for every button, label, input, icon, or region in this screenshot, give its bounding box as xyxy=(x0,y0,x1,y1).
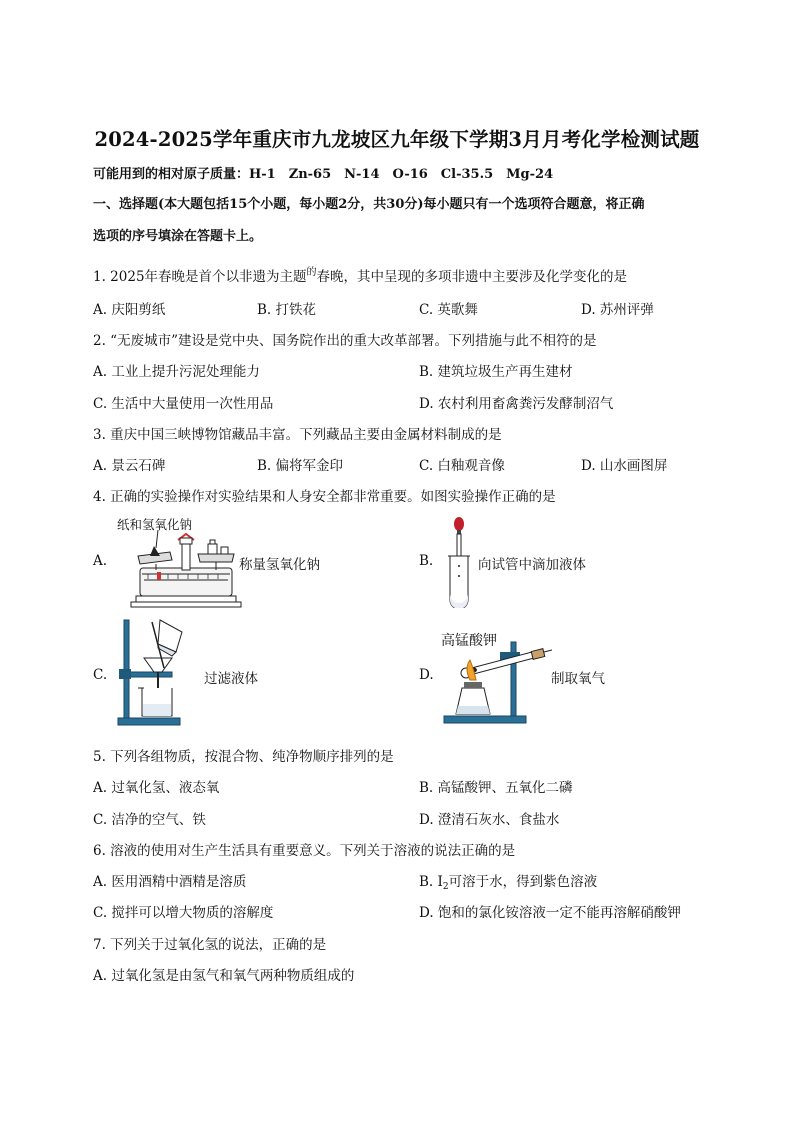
question-1-option-c: C. 英歌舞 xyxy=(419,302,478,318)
question-5-option-d: D. 澄清石灰水、食盐水 xyxy=(419,812,560,828)
question-2-stem: 2. “无废城市”建设是党中央、国务院作出的重大改革部署。下列措施与此不相符的是 xyxy=(93,333,597,349)
question-7-option-a: A. 过氧化氢是由氢气和氧气两种物质组成的 xyxy=(93,968,355,984)
question-5-stem: 5. 下列各组物质，按混合物、纯净物顺序排列的是 xyxy=(93,749,394,765)
question-5-option-c: C. 洁净的空气、铁 xyxy=(93,812,206,828)
question-3-option-a: A. 景云石碑 xyxy=(93,458,166,474)
question-2-option-b: B. 建筑垃圾生产再生建材 xyxy=(419,364,573,380)
question-6-option-d: D. 饱和的氯化铵溶液一定不能再溶解硝酸钾 xyxy=(419,905,681,921)
filtration-figure xyxy=(114,618,204,728)
question-2-option-c: C. 生活中大量使用一次性用品 xyxy=(93,396,274,412)
question-1-option-a: A. 庆阳剪纸 xyxy=(93,302,166,318)
oxygen-apparatus-figure xyxy=(440,640,555,726)
question-2-option-d: D. 农村利用畜禽粪污发酵制沼气 xyxy=(419,396,614,412)
figure-a-label: 纸和氢氧化钠 xyxy=(117,517,193,532)
question-6-option-b: B. $I_2$可溶于水，得到紫色溶液 xyxy=(419,874,598,892)
question-6-stem: 6. 溶液的使用对生产生活具有重要意义。下列关于溶液的说法正确的是 xyxy=(93,843,516,859)
question-6-option-a: A. 医用酒精中酒精是溶质 xyxy=(93,874,247,890)
question-2-option-a: A. 工业上提升污泥处理能力 xyxy=(93,364,260,380)
question-4-option-a-letter: A. xyxy=(93,553,108,569)
question-4-option-c-caption: 过滤液体 xyxy=(204,671,258,687)
question-5-option-a: A. 过氧化氢、液态氧 xyxy=(93,780,220,796)
question-7-stem: 7. 下列关于过氧化氢的说法，正确的是 xyxy=(93,937,327,953)
question-4-option-b-letter: B. xyxy=(419,553,434,569)
question-3-option-b: B. 偏将军金印 xyxy=(257,458,344,474)
question-4-option-d-letter: D. xyxy=(419,667,434,683)
balance-figure xyxy=(128,530,243,608)
question-1-option-b: B. 打铁花 xyxy=(257,302,317,318)
figure-d-label: 高锰酸钾 xyxy=(441,633,497,649)
section-instruction-line1: 一、选择题(本大题包括15个小题，每小题2分，共30分)每小题只有一个选项符合题意，将正确 xyxy=(93,197,645,212)
question-4-option-d-caption: 制取氧气 xyxy=(551,671,605,687)
question-6-option-c: C. 搅拌可以增大物质的溶解度 xyxy=(93,905,274,921)
question-5-option-b: B. 高锰酸钾、五氧化二磷 xyxy=(419,780,573,796)
question-4-option-b-caption: 向试管中滴加液体 xyxy=(478,557,586,573)
question-3-option-d: D. 山水画图屏 xyxy=(581,458,668,474)
question-3-option-c: C. 白釉观音像 xyxy=(419,458,505,474)
section-instruction-line2: 选项的序号填涂在答题卡上。 xyxy=(93,229,263,244)
question-4-option-a-caption: 称量氢氧化钠 xyxy=(239,557,320,573)
question-1-option-d: D. 苏州评弹 xyxy=(581,302,654,318)
question-3-stem: 3. 重庆中国三峡博物馆藏品丰富。下列藏品主要由金属材料制成的是 xyxy=(93,427,502,443)
question-4-stem: 4. 正确的实验操作对实验结果和人身安全都非常重要。如图实验操作正确的是 xyxy=(93,489,556,505)
dropper-test-tube-figure xyxy=(444,516,474,608)
question-1-stem: 1. 2025年春晚是首个以非遗为主题$^的$春晚，其中呈现的多项非遗中主要涉及化学变化的是 xyxy=(93,267,628,285)
question-4-option-c-letter: C. xyxy=(93,667,108,683)
page-title: 2024-2025学年重庆市九龙坡区九年级下学期3月月考化学检测试题 xyxy=(94,128,700,151)
atomic-masses: 可能用到的相对原子质量：H-1 Zn-65 N-14 O-16 Cl-35.5 Mg-24 xyxy=(93,167,554,182)
